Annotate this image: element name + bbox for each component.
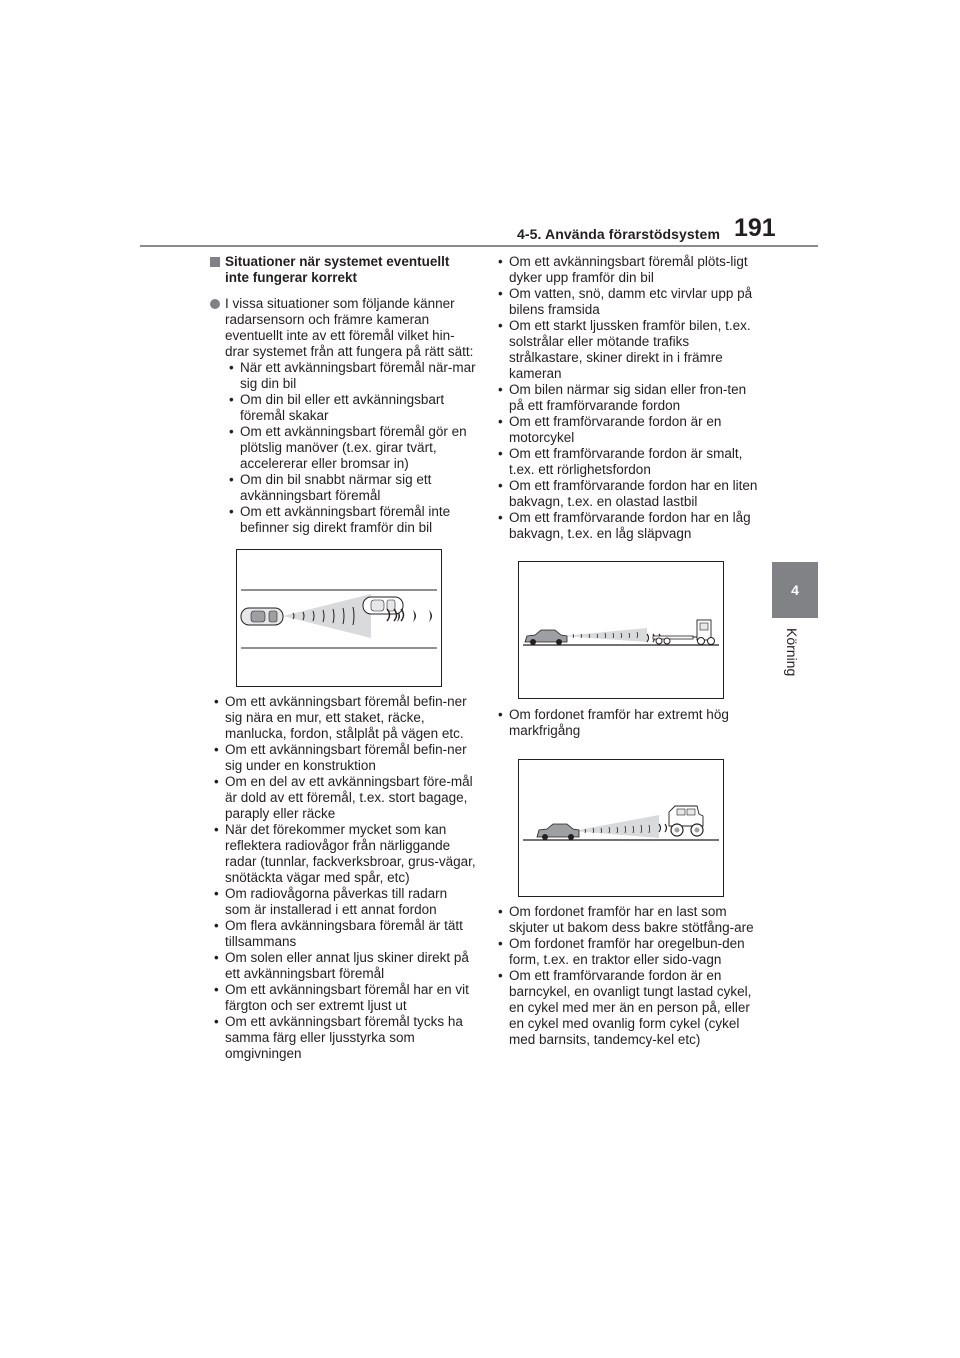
list-item: • Om solen eller annat ljus skiner direkt på ett avkänningsbart föremål [210,950,476,982]
offset-vehicle-figure [236,549,442,687]
offset-vehicle-radar-illustration [237,550,441,686]
chapter-title: Körning [784,628,800,677]
intro-text: I vissa situationer som följande känner radarsensorn och främre kameran eventuellt inte av ett föremål vilket hin-drar systemet från att fungera på rätt sätt: [225,296,474,359]
list-item: • Om ett avkänningsbart föremål har en vit färgton och ser extremt ljust ut [210,982,476,1014]
left-bullet-list-a [225,360,476,536]
list-item: • Om ett framförvarande fordon är smalt, t.ex. ett rörlighetsfordon [494,446,760,478]
list-item: • Om fordonet framför har extremt hög markfrigång [494,707,760,739]
section-heading [210,254,476,286]
chapter-tab[interactable]: 4 [772,562,818,618]
right-bullet-list-b [494,707,760,739]
list-item: • Om ett avkänningsbart föremål inte befinner sig direkt framför din bil [225,504,476,536]
list-item: • När det förekommer mycket som kan reflektera radiovågor från närliggande radar (tunnlar, fackverksbroar, grus-vägar, snötäckta vägar med spår, etc) [210,822,476,886]
list-item: • Om radiovågorna påverkas till radarn som är installerad i ett annat fordon [210,886,476,918]
list-item: • När ett avkänningsbart föremål när-mar sig din bil [225,360,476,392]
list-item: • Om ett framförvarande fordon har en låg bakvagn, t.ex. en låg släpvagn [494,510,760,542]
low-trailer-radar-illustration [519,562,723,698]
list-item: • Om ett avkänningsbart föremål befin-ner sig nära en mur, ett staket, räcke, manlucka, fordon, stålplåt på vägen etc. [210,694,476,742]
circle-bullet-icon [210,299,220,309]
list-item: • Om en del av ett avkänningsbart före-mål är dold av ett föremål, t.ex. stort bagage, paraply eller räcke [210,774,476,822]
section-title: 4-5. Använda förarstödsystem [516,226,720,242]
right-column [494,254,760,1048]
high-clearance-figure [518,759,724,897]
page-number: 191 [734,214,776,242]
list-item: • Om din bil snabbt närmar sig ett avkänningsbart föremål [225,472,476,504]
list-item: • Om vatten, snö, damm etc virvlar upp på bilens framsida [494,286,760,318]
list-item: • Om ett framförvarande fordon är en motorcykel [494,414,760,446]
intro-paragraph [210,296,476,536]
section-heading-text: Situationer när systemet eventuellt inte fungerar korrekt [225,254,450,285]
list-item: • Om din bil eller ett avkänningsbart föremål skakar [225,392,476,424]
left-bullet-list-b [210,694,476,1062]
right-bullet-list-c [494,904,760,1048]
high-clearance-vehicle-radar-illustration [519,760,723,896]
low-trailer-figure [518,561,724,699]
list-item: • Om ett framförvarande fordon är en barncykel, en ovanligt tungt lastad cykel, en cykel med mer än en person på, eller en cykel med ovanlig form cykel (cykel med barnsits, tandemcy-kel etc) [494,968,760,1048]
list-item: • Om ett avkänningsbart föremål plöts-ligt dyker upp framför din bil [494,254,760,286]
header-divider [140,245,818,247]
list-item: • Om flera avkänningsbara föremål är tätt tillsammans [210,918,476,950]
list-item: • Om fordonet framför har en last som skjuter ut bakom dess bakre stötfång-are [494,904,760,936]
list-item: • Om ett framförvarande fordon har en liten bakvagn, t.ex. en olastad lastbil [494,478,760,510]
square-bullet-icon [210,257,220,267]
list-item: • Om bilen närmar sig sidan eller fron-ten på ett framförvarande fordon [494,382,760,414]
list-item: • Om ett avkänningsbart föremål tycks ha samma färg eller ljusstyrka som omgivningen [210,1014,476,1062]
list-item: • Om ett avkänningsbart föremål gör en plötslig manöver (t.ex. girar tvärt, accelererar eller bromsar in) [225,424,476,472]
list-item: • Om ett avkänningsbart föremål befin-ner sig under en konstruktion [210,742,476,774]
left-column [210,254,476,1062]
list-item: • Om fordonet framför har oregelbun-den form, t.ex. en traktor eller sido-vagn [494,936,760,968]
right-bullet-list-a [494,254,760,542]
list-item: • Om ett starkt ljussken framför bilen, t.ex. solstrålar eller mötande trafiks strålkastare, skiner direkt in i främre kameran [494,318,760,382]
